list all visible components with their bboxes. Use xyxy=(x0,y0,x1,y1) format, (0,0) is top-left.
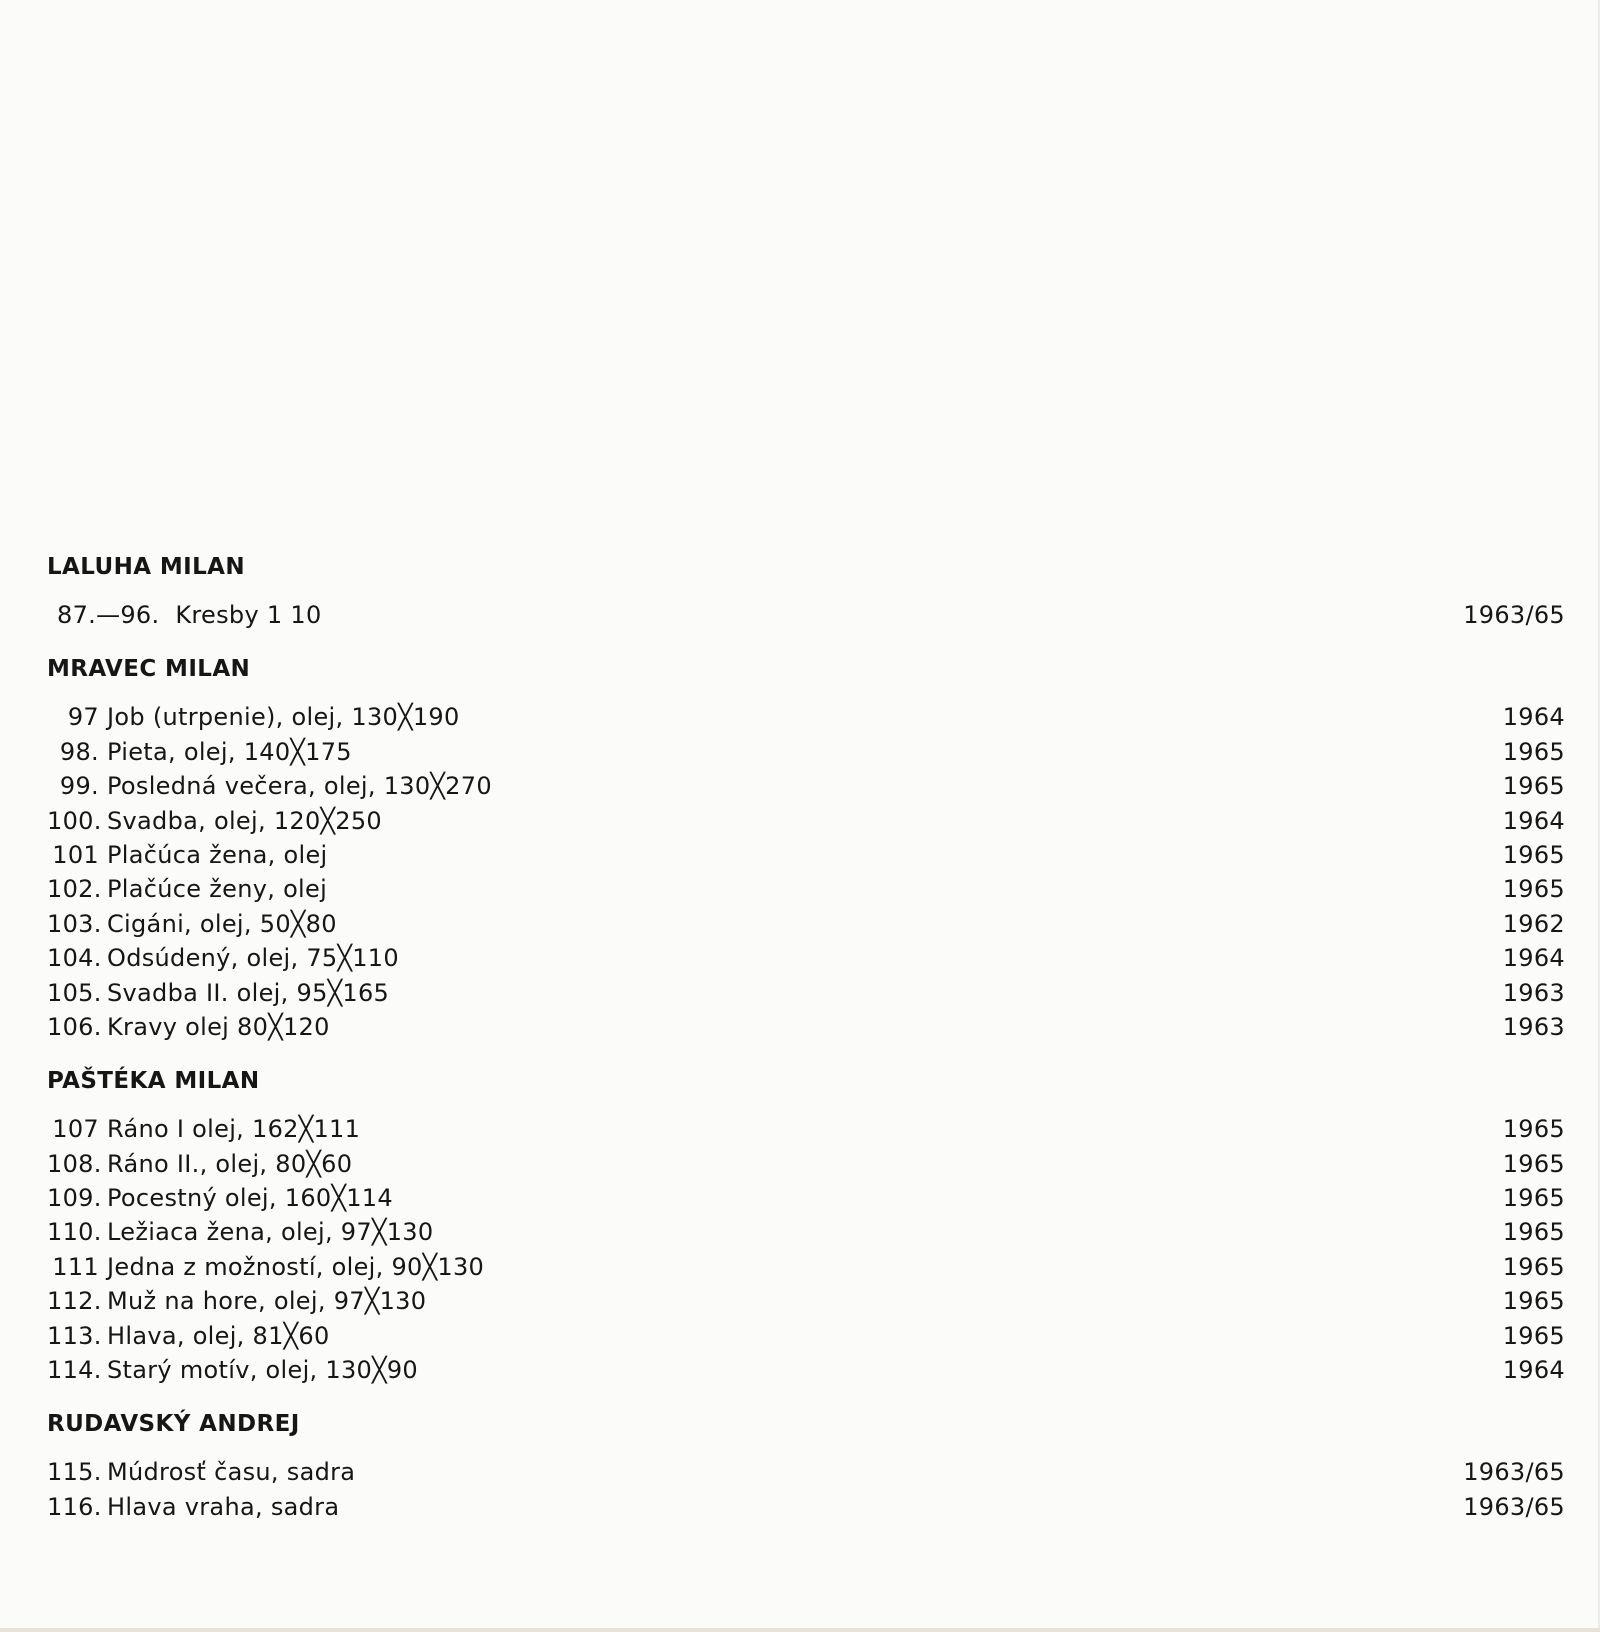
catalog-entry xyxy=(47,1490,1565,1524)
entry-year: 1965 xyxy=(1502,1184,1565,1213)
section-laluha xyxy=(47,550,1565,632)
artist-heading: MRAVEC MILAN xyxy=(47,656,251,683)
entry-year: 1964 xyxy=(1502,1356,1565,1385)
entry-year: 1965 xyxy=(1502,737,1565,766)
entry-year: 1963/65 xyxy=(1463,1458,1565,1487)
entry-number: 116. xyxy=(47,1492,102,1521)
catalog-entry xyxy=(47,1010,1565,1044)
entry-title: Svadba II. olej, 95╳165 xyxy=(107,978,390,1007)
page-edge-bottom xyxy=(0,1628,1600,1632)
entry-number: 115. xyxy=(47,1458,102,1487)
entry-number: 104. xyxy=(47,944,102,973)
catalog-list xyxy=(47,550,1565,1544)
catalog-entry xyxy=(47,804,1565,838)
catalog-entry xyxy=(47,1215,1565,1249)
entry-number: 87.—96. xyxy=(57,601,160,629)
entry-title: Plačúce ženy, olej xyxy=(107,875,328,904)
entry-number: 114. xyxy=(47,1356,102,1385)
entry-title: Kresby 1 10 xyxy=(175,601,322,629)
entry-title: Jedna z možností, olej, 90╳130 xyxy=(107,1252,485,1281)
entry-title: Starý motív, olej, 130╳90 xyxy=(107,1356,418,1385)
entry-year: 1962 xyxy=(1502,909,1565,938)
entry-title: Ráno I olej, 162╳111 xyxy=(107,1115,361,1144)
entry-number: 110. xyxy=(47,1218,102,1247)
entry-number: 98. xyxy=(59,737,99,766)
entry-title: Muž na hore, olej, 97╳130 xyxy=(107,1287,427,1316)
entry-year: 1965 xyxy=(1502,772,1565,801)
entry-title: Plačúca žena, olej xyxy=(107,840,328,869)
entry-number: 103. xyxy=(47,909,102,938)
catalog-entry xyxy=(47,1455,1565,1489)
section-rudavsky xyxy=(47,1407,1565,1524)
entry-title: Cigáni, olej, 50╳80 xyxy=(107,909,337,938)
entry-year: 1964 xyxy=(1502,703,1565,732)
catalog-entry xyxy=(47,735,1565,769)
entry-year: 1963 xyxy=(1502,978,1565,1007)
catalog-entry xyxy=(47,1147,1565,1181)
catalog-entry xyxy=(47,907,1565,941)
catalog-entry xyxy=(47,838,1565,872)
entry-year: 1965 xyxy=(1502,1252,1565,1281)
entry-number: 102. xyxy=(47,875,102,904)
catalog-entry xyxy=(47,1112,1565,1146)
entry-title: Job (utrpenie), olej, 130╳190 xyxy=(107,703,460,732)
entry-year: 1964 xyxy=(1502,944,1565,973)
entry-title: Hlava vraha, sadra xyxy=(107,1492,340,1521)
entry-number: 101 xyxy=(52,840,99,869)
entry-title: Odsúdený, olej, 75╳110 xyxy=(107,944,399,973)
section-pasteka xyxy=(47,1064,1565,1387)
entry-title: Ležiaca žena, olej, 97╳130 xyxy=(107,1218,434,1247)
entry-title: Múdrosť času, sadra xyxy=(107,1458,356,1487)
entry-title: Pocestný olej, 160╳114 xyxy=(107,1184,393,1213)
entry-number: 111 xyxy=(52,1252,99,1281)
artist-heading: LALUHA MILAN xyxy=(47,554,245,580)
catalog-entry xyxy=(47,700,1565,734)
entry-year: 1964 xyxy=(1502,806,1565,835)
catalog-entry xyxy=(47,1284,1565,1318)
entry-number: 112. xyxy=(47,1287,102,1316)
entry-number: 105. xyxy=(47,978,102,1007)
catalog-entry xyxy=(47,769,1565,803)
entry-number: 100. xyxy=(47,806,102,835)
catalog-entry xyxy=(47,976,1565,1010)
entry-year: 1965 xyxy=(1502,1218,1565,1247)
artist-heading: PAŠTÉKA MILAN xyxy=(47,1068,260,1095)
entry-year: 1963 xyxy=(1502,1012,1565,1041)
entry-number: 107 xyxy=(52,1115,99,1144)
entry-number: 108. xyxy=(47,1149,102,1178)
entry-title: Kravy olej 80╳120 xyxy=(107,1012,330,1041)
entry-year: 1965 xyxy=(1502,1115,1565,1144)
entry-year: 1965 xyxy=(1502,875,1565,904)
catalog-entry xyxy=(47,1250,1565,1284)
catalog-entry xyxy=(47,941,1565,975)
entry-number: 113. xyxy=(47,1321,102,1350)
entry-title: Svadba, olej, 120╳250 xyxy=(107,806,382,835)
catalog-entry xyxy=(47,598,1565,632)
catalog-entry xyxy=(47,1181,1565,1215)
entry-year: 1965 xyxy=(1502,840,1565,869)
entry-number: 106. xyxy=(47,1012,102,1041)
entry-year: 1963/65 xyxy=(1463,601,1565,629)
entry-number: 99. xyxy=(59,772,99,801)
entry-year: 1965 xyxy=(1502,1149,1565,1178)
catalog-entry xyxy=(47,872,1565,906)
entry-title: Hlava, olej, 81╳60 xyxy=(107,1321,330,1350)
entry-year: 1963/65 xyxy=(1463,1492,1565,1521)
section-mravec xyxy=(47,652,1565,1044)
entry-title: Posledná večera, olej, 130╳270 xyxy=(107,772,492,801)
entry-number: 109. xyxy=(47,1184,102,1213)
entry-year: 1965 xyxy=(1502,1321,1565,1350)
artist-heading: RUDAVSKÝ ANDREJ xyxy=(47,1411,300,1438)
entry-title: Ráno II., olej, 80╳60 xyxy=(107,1149,353,1178)
entry-year: 1965 xyxy=(1502,1287,1565,1316)
entry-number: 97 xyxy=(67,703,99,732)
catalog-entry xyxy=(47,1353,1565,1387)
catalog-entry xyxy=(47,1319,1565,1353)
entry-title: Pieta, olej, 140╳175 xyxy=(107,737,352,766)
